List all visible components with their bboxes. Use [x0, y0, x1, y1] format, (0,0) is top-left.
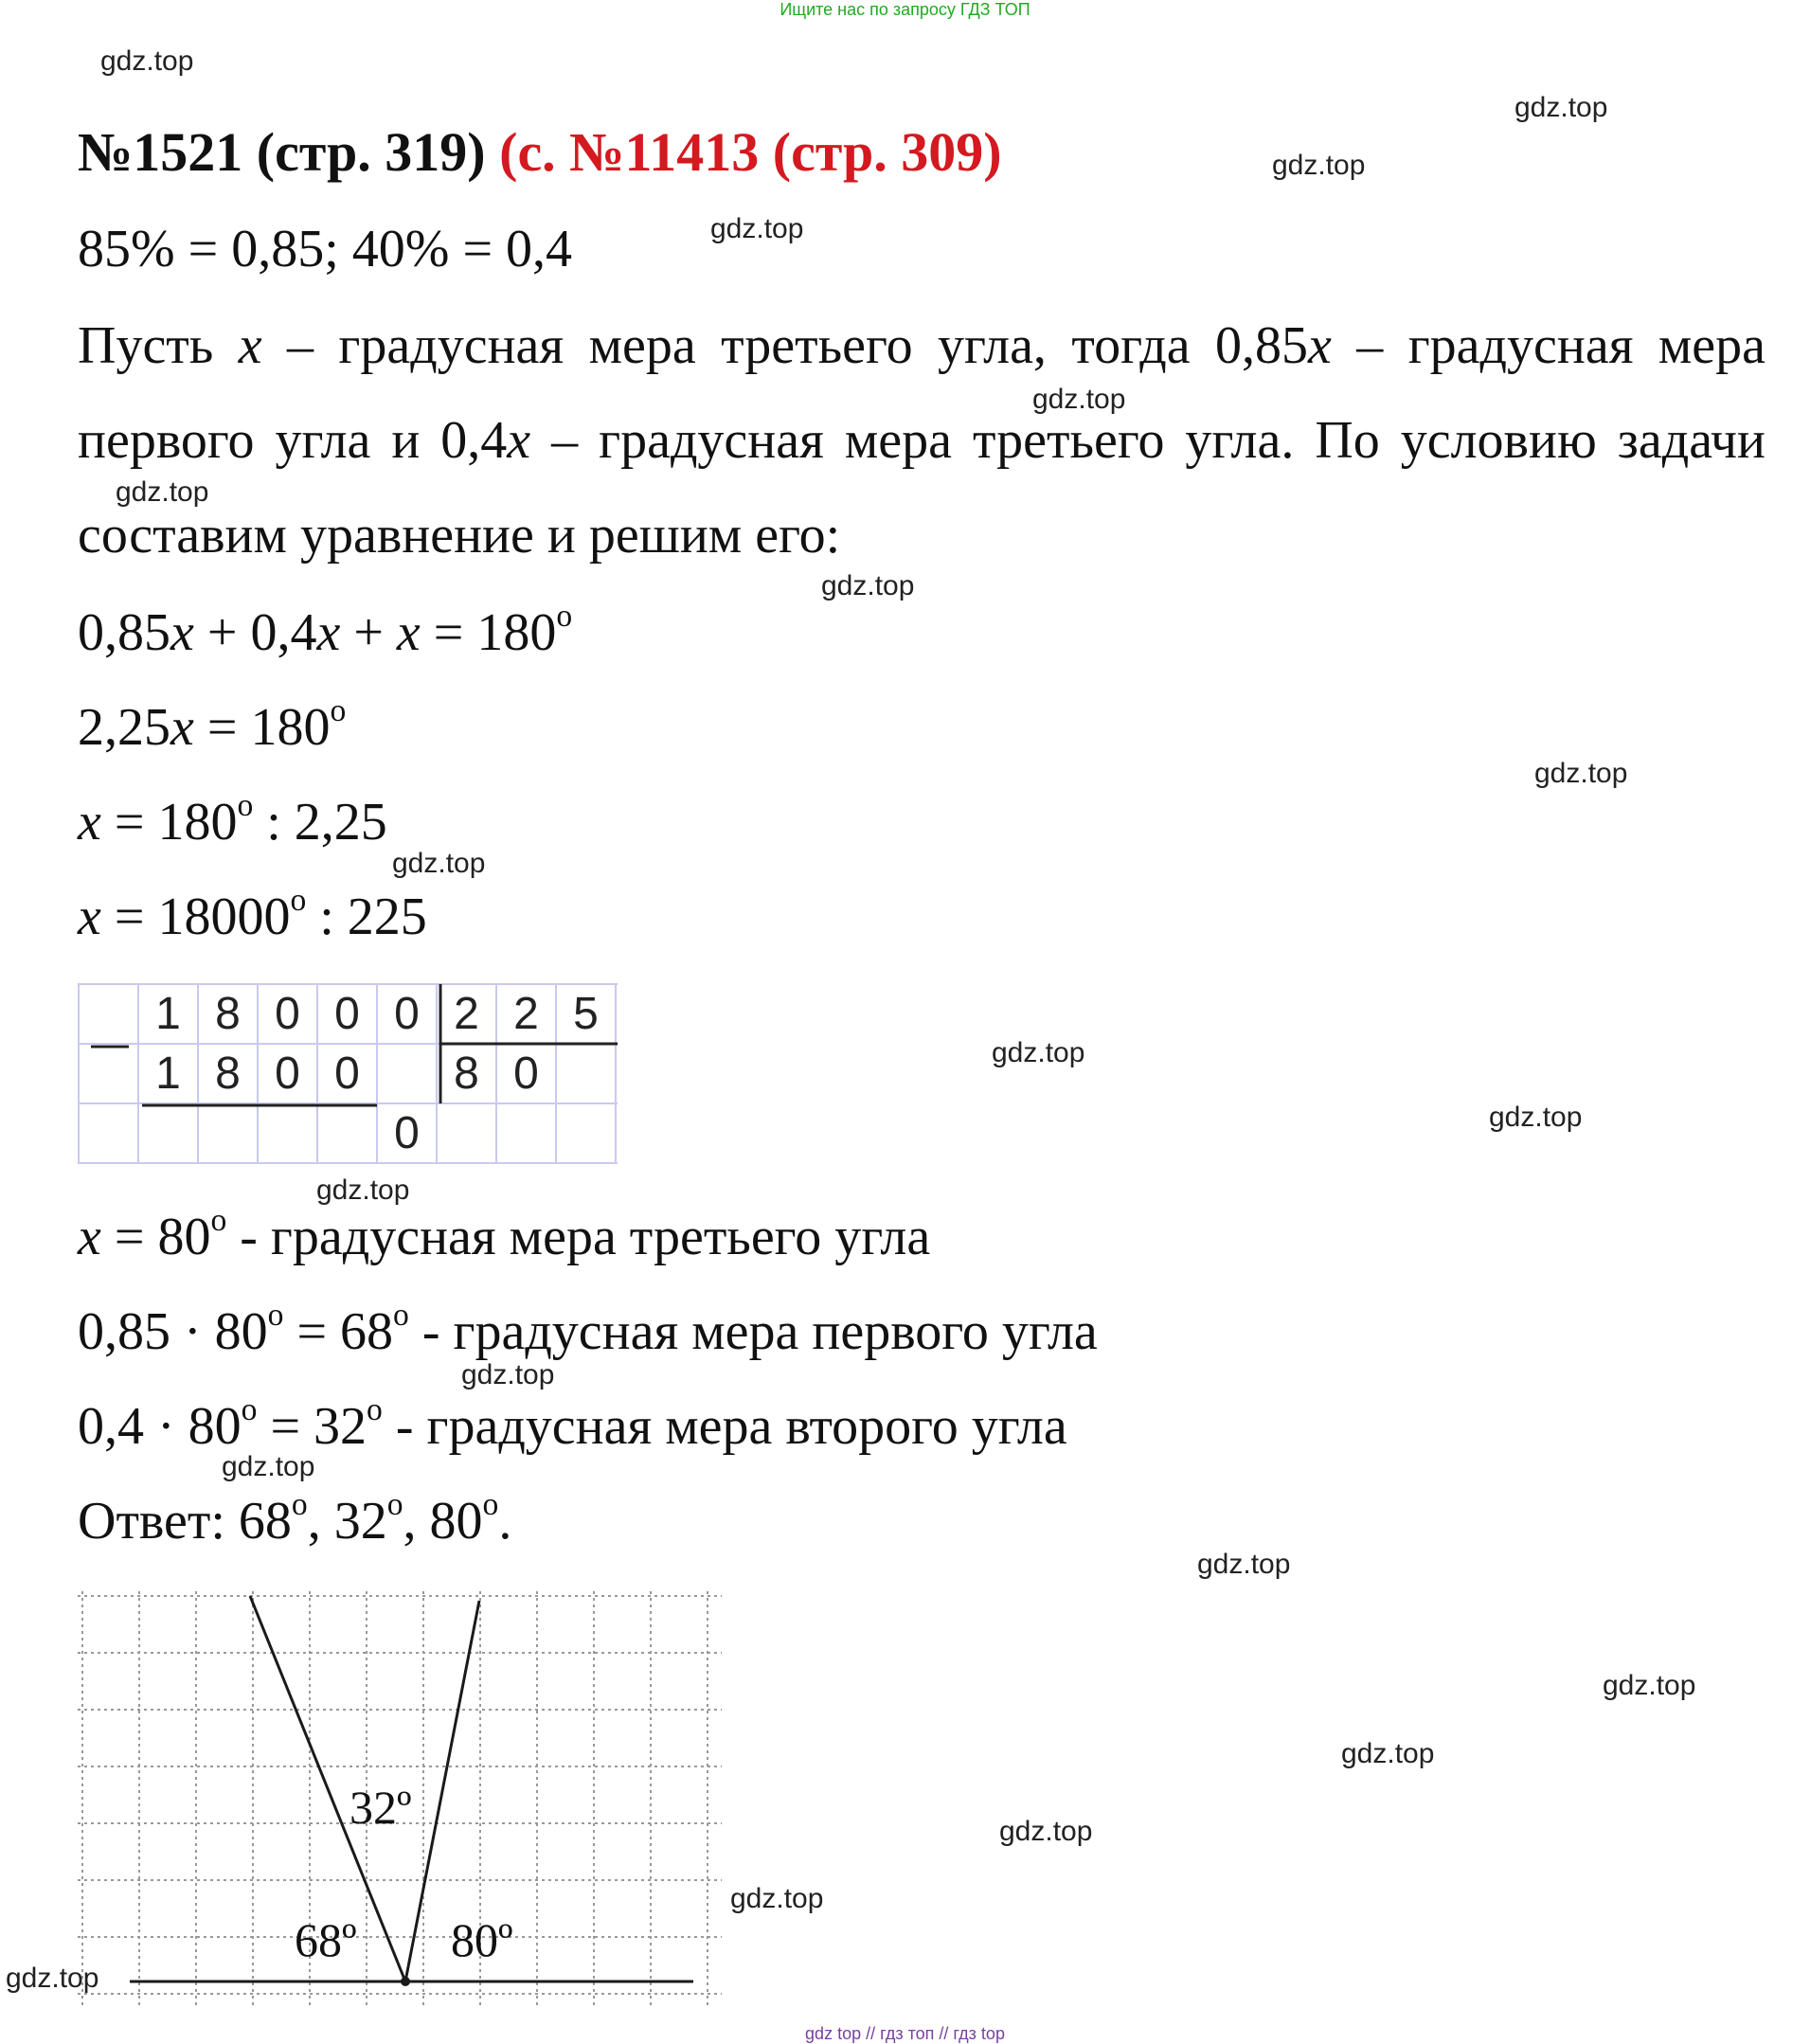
result-3: $0,4 \cdot 80^о = 32^о$ - градусная мера второго угла	[78, 1391, 1067, 1456]
equation-4: $x = 18000^о$ : 225	[78, 882, 427, 946]
watermark: gdz.top	[1534, 758, 1628, 789]
answer-line: Ответ: $68^о$, $32^о$, $80^о$.	[78, 1486, 512, 1551]
watermark: gdz.top	[710, 213, 804, 244]
divisor-digit: 2	[513, 989, 539, 1039]
percent-line: 85% = 0,85; 40% = 0,4	[78, 220, 573, 278]
remainder-digit: 0	[394, 1108, 420, 1158]
result-2: $0,85 \cdot 80^о = 68^о$ - градусная мера первого угла	[78, 1297, 1098, 1361]
divisor-digit: 5	[573, 989, 599, 1039]
watermark: gdz.top	[1514, 92, 1608, 123]
vertex-point	[401, 1977, 410, 1986]
watermark: gdz.top	[992, 1037, 1085, 1068]
watermark: gdz.top	[730, 1883, 824, 1914]
angle-label-80: 80º	[451, 1913, 513, 1966]
quotient-digit: 8	[454, 1049, 479, 1099]
equation-3: $x = 180^о$ : 2,25	[78, 787, 387, 852]
task-alt-number: (с. №11413 (стр. 309)	[499, 121, 1002, 183]
divisor-digit: 2	[454, 989, 479, 1039]
digit: 0	[394, 989, 420, 1039]
watermark: gdz.top	[1197, 1549, 1291, 1580]
angle-figure	[78, 1591, 722, 2008]
watermark: gdz.top	[6, 1963, 99, 1994]
watermark: gdz.top	[100, 45, 194, 77]
watermark: gdz.top	[316, 1174, 410, 1206]
digit: 1	[155, 989, 181, 1039]
watermark: gdz.top	[1489, 1102, 1583, 1133]
watermark: gdz.top	[1603, 1670, 1696, 1701]
long-division	[78, 982, 619, 1165]
digit: 8	[215, 1049, 241, 1099]
equation-2: $2,25x = 180^о$	[78, 692, 347, 757]
equation-1: $0,85x + 0,4x + x = 180^о$	[78, 598, 573, 662]
angle-label-68: 68º	[295, 1913, 357, 1966]
watermark: gdz.top	[1032, 384, 1126, 415]
watermark: gdz.top	[222, 1451, 315, 1482]
watermark: gdz.top	[392, 848, 486, 879]
quotient-digit: 0	[513, 1049, 539, 1099]
angle-label-32: 32º	[349, 1781, 412, 1834]
digit: 8	[215, 989, 241, 1039]
problem-paragraph: Пусть x – градусная мера третьего угла, тогда 0,85x – градусная мера первого угла и 0,4x – градусная мера третьего угла. По условию задачи составим уравнение и решим его:	[78, 316, 1766, 565]
digit: 0	[275, 1049, 300, 1099]
digit: 0	[334, 989, 360, 1039]
top-banner: Ищите нас по запросу ГДЗ ТОП	[780, 0, 1030, 19]
result-1: $x = 80^о$ - градусная мера третьего угла	[78, 1202, 931, 1266]
bottom-banner: gdz top // гдз топ // гдз top	[805, 2024, 1005, 2043]
watermark: gdz.top	[461, 1359, 555, 1390]
watermark: gdz.top	[999, 1816, 1093, 1847]
watermark: gdz.top	[1341, 1738, 1435, 1769]
digit: 0	[275, 989, 300, 1039]
watermark: gdz.top	[1272, 150, 1366, 181]
watermark: gdz.top	[116, 476, 209, 508]
digit: 0	[334, 1049, 360, 1099]
watermark: gdz.top	[821, 570, 915, 601]
task-number: №1521 (стр. 319)	[78, 121, 486, 183]
task-title	[78, 121, 1002, 183]
digit: 1	[155, 1049, 181, 1099]
